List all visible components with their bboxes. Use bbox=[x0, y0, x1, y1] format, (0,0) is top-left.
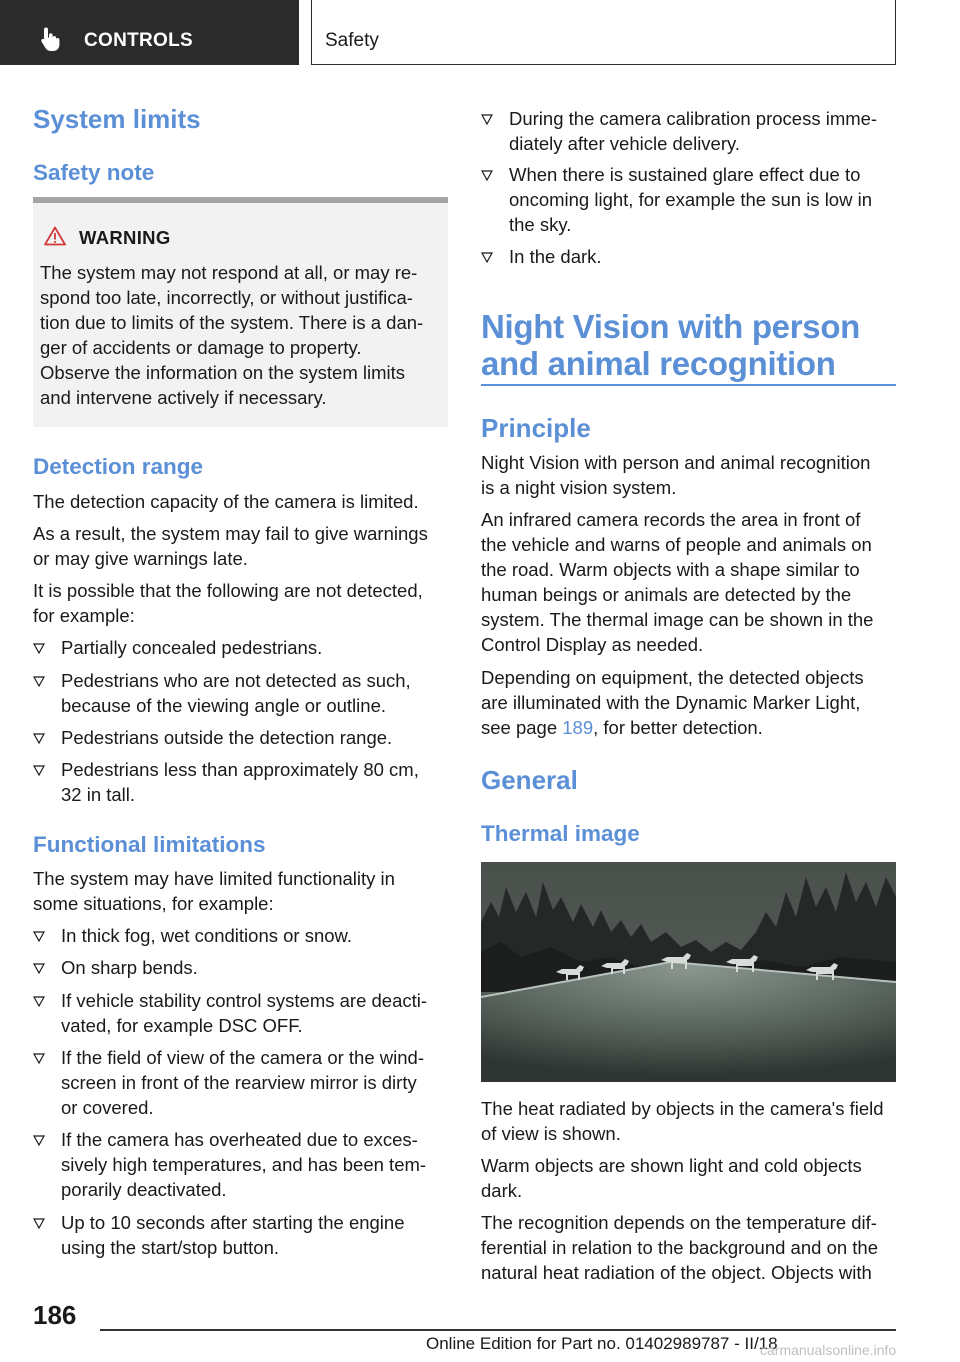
heading-detection-range: Detection range bbox=[33, 454, 204, 479]
paragraph: Warm objects are shown light and cold objects dark. bbox=[481, 1155, 862, 1201]
list-item: Pedestrians who are not detected as such, because of the viewing angle or outline. bbox=[33, 668, 448, 718]
paragraph: An infrared camera records the area in front of the vehicle and warns of people and animals on the road. Warm objects with a shape similar to human beings or animals are detected by the system. The thermal image can be shown in the Control Display as needed. bbox=[481, 509, 874, 655]
page-link[interactable]: 189 bbox=[562, 717, 594, 738]
list-item: Partially concealed pedestrians. bbox=[33, 635, 448, 660]
breadcrumb-item[interactable]: Safety bbox=[325, 30, 379, 51]
list-item: If vehicle stability control systems are deacti‐ vated, for example DSC OFF. bbox=[33, 988, 448, 1038]
list-item: In thick fog, wet conditions or snow. bbox=[33, 923, 448, 948]
section-label: CONTROLS bbox=[84, 30, 194, 51]
edition-text: Online Edition for Part no. 01402989787 - II/18 bbox=[426, 1334, 778, 1353]
heading-system-limits: System limits bbox=[33, 104, 201, 134]
bullet-triangle-icon bbox=[33, 996, 45, 1007]
list-item: If the camera has overheated due to exces‐ sively high temperatures, and has been tem‐ porarily deactivated. bbox=[33, 1127, 448, 1202]
list-item: On sharp bends. bbox=[33, 955, 448, 980]
paragraph: The detection capacity of the camera is limited. bbox=[33, 491, 419, 512]
paragraph: Depending on equipment, the detected objects are illuminated with the Dynamic Marker Light, see page 189, for better detection. bbox=[481, 667, 864, 738]
paragraph: The recognition depends on the temperature dif‐ ferential in relation to the background and on the natural heat radiation of the object. Objects with bbox=[481, 1212, 879, 1283]
list-item: Pedestrians outside the detection range. bbox=[33, 725, 448, 750]
chapter-title: Night Vision with person and animal recognition bbox=[481, 308, 861, 382]
bullet-triangle-icon bbox=[481, 170, 493, 181]
heading-functional-limitations: Functional limitations bbox=[33, 832, 266, 857]
bullet-triangle-icon bbox=[33, 963, 45, 974]
hand-pointer-icon bbox=[40, 26, 64, 52]
bullet-triangle-icon bbox=[33, 643, 45, 654]
list-item: Up to 10 seconds after starting the engine using the start/stop button. bbox=[33, 1210, 448, 1260]
heading-thermal-image: Thermal image bbox=[481, 821, 640, 846]
breadcrumb bbox=[311, 0, 896, 65]
warning-title: WARNING bbox=[79, 227, 171, 248]
list-item: When there is sustained glare effect due to oncoming light, for example the sun is low in the sky. bbox=[481, 162, 896, 237]
paragraph: Night Vision with person and animal recognition is a night vision system. bbox=[481, 452, 871, 498]
paragraph: As a result, the system may fail to give warnings or may give warnings late. bbox=[33, 523, 428, 569]
watermark: carmanualsonline.info bbox=[760, 1342, 897, 1358]
bullet-triangle-icon bbox=[33, 931, 45, 942]
bullet-triangle-icon bbox=[33, 1053, 45, 1064]
footer-divider bbox=[100, 1329, 896, 1331]
page-number: 186 bbox=[33, 1300, 77, 1330]
paragraph: It is possible that the following are not detected, for example: bbox=[33, 580, 423, 626]
bullet-triangle-icon bbox=[481, 114, 493, 125]
heading-principle: Principle bbox=[481, 413, 591, 443]
heading-safety-note: Safety note bbox=[33, 160, 155, 185]
bullet-triangle-icon bbox=[33, 1135, 45, 1146]
bullet-triangle-icon bbox=[33, 765, 45, 776]
list-item: Pedestrians less than approximately 80 cm, 32 in tall. bbox=[33, 757, 448, 807]
list-item: If the field of view of the camera or the wind‐ screen in front of the rearview mirror is dirty or covered. bbox=[33, 1045, 448, 1120]
warning-triangle-icon bbox=[44, 226, 66, 246]
paragraph: The system may have limited functionality in some situations, for example: bbox=[33, 868, 395, 914]
list-item: During the camera calibration process imme‐ diately after vehicle delivery. bbox=[481, 106, 896, 156]
paragraph: The heat radiated by objects in the camera's field of view is shown. bbox=[481, 1098, 884, 1144]
heading-general: General bbox=[481, 765, 578, 795]
bullet-triangle-icon bbox=[33, 676, 45, 687]
bullet-triangle-icon bbox=[33, 1218, 45, 1229]
thermal-image-illustration bbox=[481, 862, 896, 1082]
bullet-triangle-icon bbox=[481, 252, 493, 263]
warning-text: The system may not respond at all, or may re‐ spond too late, incorrectly, or without justifica‐ tion due to limits of the system. There is a dan‐ ger of accidents or damage to property. Observe the information on the system limits and intervene actively if necessary. bbox=[40, 262, 424, 408]
list-item: In the dark. bbox=[481, 244, 896, 269]
bullet-triangle-icon bbox=[33, 733, 45, 744]
section-tab[interactable] bbox=[0, 0, 299, 65]
title-divider bbox=[481, 384, 896, 386]
